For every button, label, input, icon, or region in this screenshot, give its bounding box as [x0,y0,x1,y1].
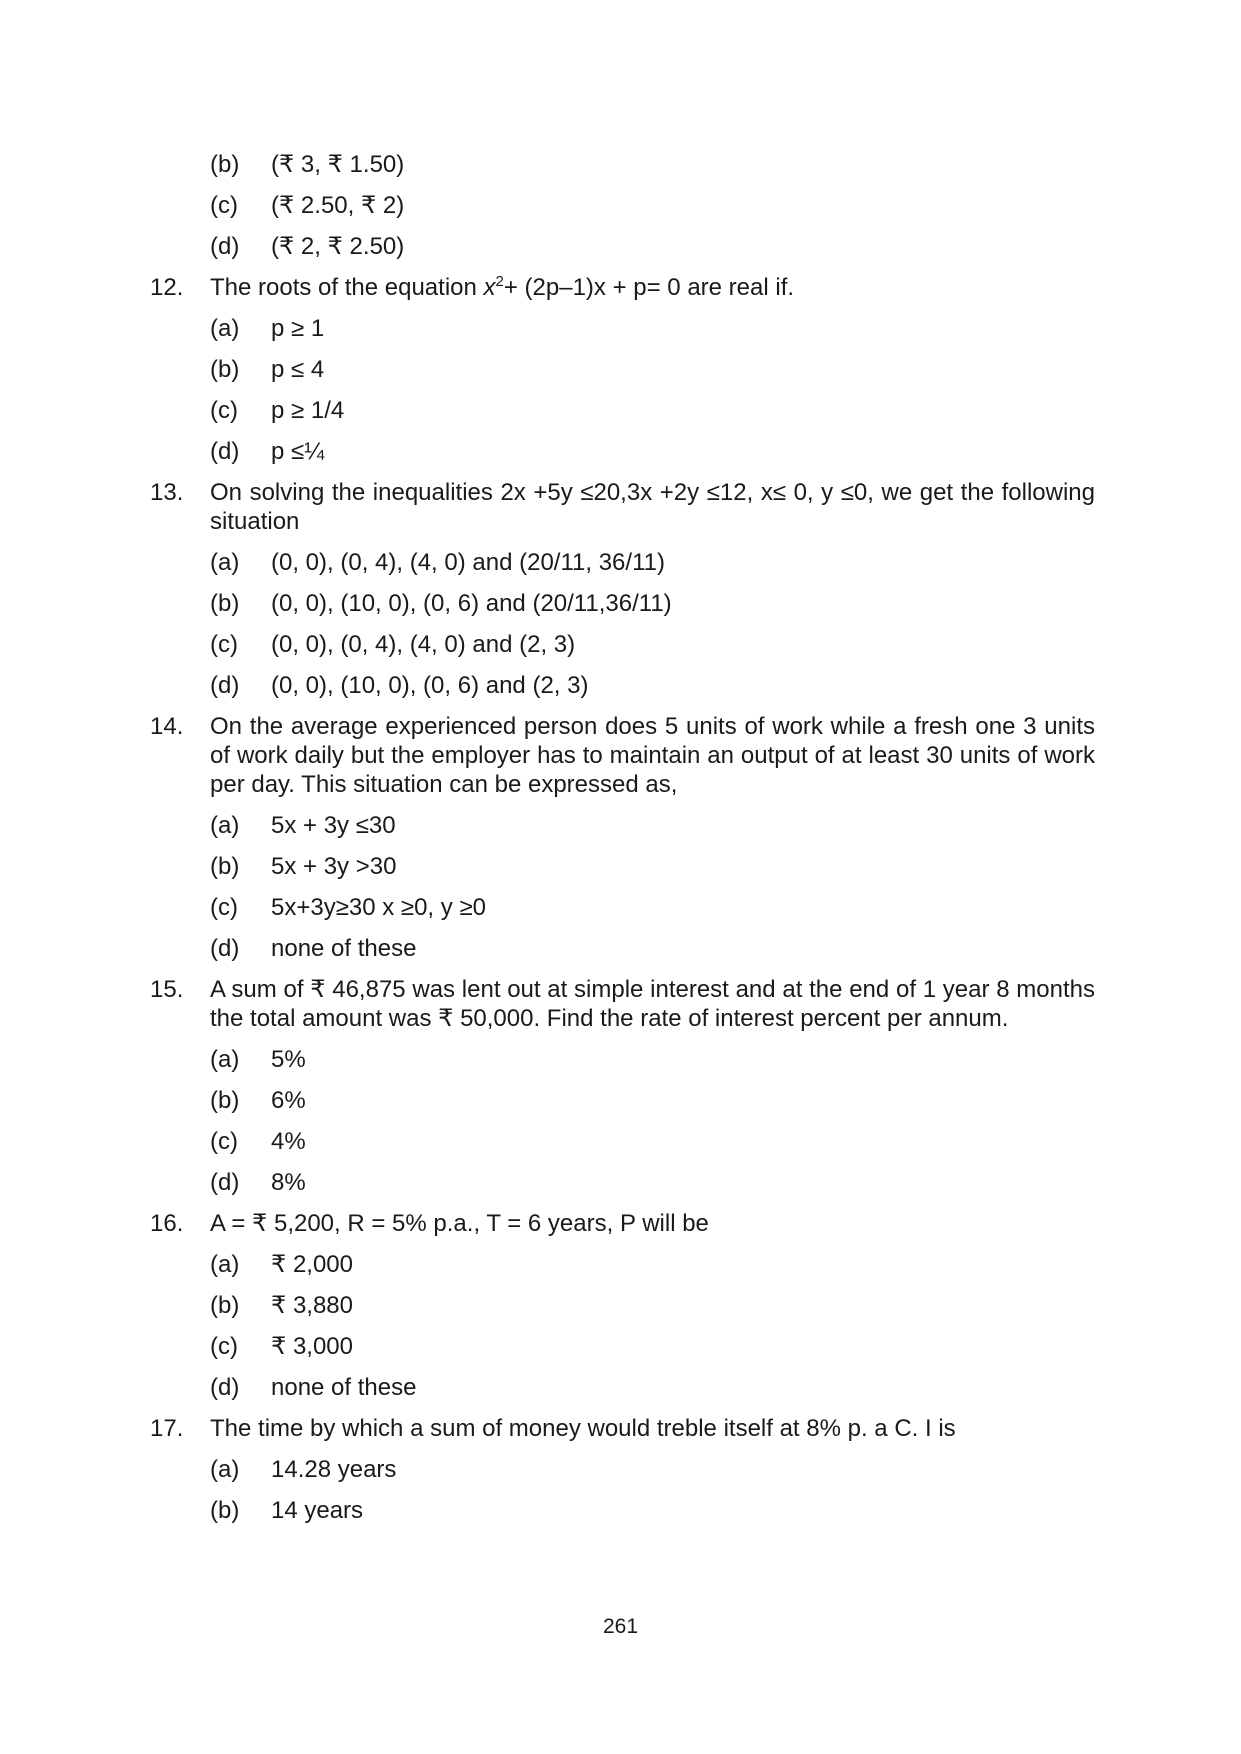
question-number: 14. [150,713,184,740]
option-14b [210,852,1095,881]
option-16c [210,1332,1095,1361]
option-14d [210,934,1095,963]
option-label: (a) [210,1456,240,1483]
option-text: (0, 0), (10, 0), (0, 6) and (20/11,36/11) [271,590,672,617]
option-label: (c) [210,192,238,219]
option-16b [210,1291,1095,1320]
option-14a [210,811,1095,840]
option-label: (d) [210,1169,240,1196]
option-label: (b) [210,356,240,383]
option-text: p ≤¼ [271,438,325,465]
question-number: 17. [150,1415,184,1442]
option-text: ₹ 2,000 [271,1251,353,1278]
page-number: 261 [602,1615,639,1638]
option-label: (c) [210,397,238,424]
option-13a [210,548,1095,577]
option-label: (b) [210,1087,240,1114]
option-text: p ≥ 1/4 [271,397,345,424]
option-label: (d) [210,233,240,260]
page-content [150,150,1095,1537]
question-stem [210,273,1095,302]
option-17b [210,1496,1095,1525]
stem-exponent: 2 [495,273,504,290]
option-text: 8% [271,1169,306,1196]
option-text: (0, 0), (0, 4), (4, 0) and (20/11, 36/11) [271,549,665,576]
question-stem: A = ₹ 5,200, R = 5% p.a., T = 6 years, P will be [210,1210,709,1237]
option-15a [210,1045,1095,1074]
option-11b [210,150,1095,179]
option-text: 5x + 3y ≤30 [271,812,396,839]
option-text: 6% [271,1087,306,1114]
option-label: (c) [210,1128,238,1155]
option-15b [210,1086,1095,1115]
stem-part: + (2p–1)x + p= 0 are real if. [503,274,795,301]
option-label: (a) [210,315,240,342]
option-13b [210,589,1095,618]
option-label: (b) [210,1292,240,1319]
option-text: ₹ 3,000 [271,1333,353,1360]
option-text: 4% [271,1128,306,1155]
option-12d [210,437,1095,466]
option-text: 14 years [271,1497,364,1524]
option-11d [210,232,1095,261]
option-text: (₹ 2, ₹ 2.50) [271,233,405,260]
question-stem: The time by which a sum of money would treble itself at 8% p. a C. I is [210,1415,956,1442]
option-text: p ≤ 4 [271,356,325,383]
option-11c [210,191,1095,220]
question-15 [150,975,1095,1033]
option-text: (₹ 3, ₹ 1.50) [271,151,405,178]
option-text: (0, 0), (0, 4), (4, 0) and (2, 3) [271,631,576,658]
option-label: (c) [210,631,238,658]
option-label: (a) [210,812,240,839]
option-13d [210,671,1095,700]
option-text: 14.28 years [271,1456,397,1483]
option-label: (c) [210,1333,238,1360]
question-stem: On the average experienced person does 5 units of work while a fresh one 3 units of work daily but the employer has to maintain an output of at least 30 units of work per day. This situation can be expressed as, [210,713,1095,798]
question-number: 13. [150,479,184,506]
option-label: (d) [210,438,240,465]
option-label: (d) [210,935,240,962]
question-16 [150,1209,1095,1238]
stem-part: The roots of the equation [210,274,484,301]
question-14 [150,712,1095,799]
question-17 [150,1414,1095,1443]
option-text: none of these [271,1374,417,1401]
option-16d [210,1373,1095,1402]
question-13 [150,478,1095,536]
option-17a [210,1455,1095,1484]
option-15d [210,1168,1095,1197]
question-stem: A sum of ₹ 46,875 was lent out at simple interest and at the end of 1 year 8 months the total amount was ₹ 50,000. Find the rate of interest percent per annum. [210,976,1095,1032]
option-text: 5x + 3y >30 [271,853,397,880]
stem-variable: x [483,274,496,301]
option-text: ₹ 3,880 [271,1292,353,1319]
option-label: (c) [210,894,238,921]
option-13c [210,630,1095,659]
option-14c [210,893,1095,922]
option-15c [210,1127,1095,1156]
option-label: (b) [210,590,240,617]
option-label: (b) [210,1497,240,1524]
question-number: 16. [150,1210,184,1237]
question-number: 15. [150,976,184,1003]
option-text: (0, 0), (10, 0), (0, 6) and (2, 3) [271,672,589,699]
option-text: none of these [271,935,417,962]
question-12 [150,273,1095,302]
option-12c [210,396,1095,425]
option-label: (d) [210,672,240,699]
question-stem: On solving the inequalities 2x +5y ≤20,3x +2y ≤12, x≤ 0, y ≤0, we get the following situation [210,479,1095,535]
option-label: (a) [210,549,240,576]
option-text: 5x+3y≥30 x ≥0, y ≥0 [271,894,486,921]
option-label: (d) [210,1374,240,1401]
option-16a [210,1250,1095,1279]
option-12b [210,355,1095,384]
option-12a [210,314,1095,343]
option-label: (a) [210,1251,240,1278]
option-label: (b) [210,151,240,178]
option-text: p ≥ 1 [271,315,325,342]
option-text: (₹ 2.50, ₹ 2) [271,192,405,219]
question-number: 12. [150,274,184,301]
option-label: (a) [210,1046,240,1073]
option-text: 5% [271,1046,306,1073]
option-label: (b) [210,853,240,880]
